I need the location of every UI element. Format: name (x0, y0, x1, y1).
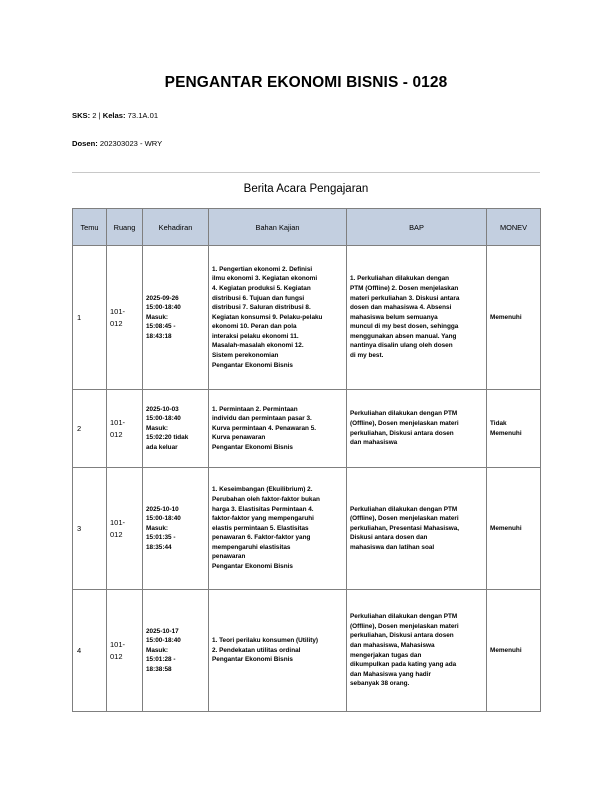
cell-ruang: 101- 012 (107, 246, 143, 390)
cell-monev: Tidak Memenuhi (487, 390, 541, 468)
cell-bahan-kajian: 1. Teori perilaku konsumen (Utility) 2. Pendekatan utilitas ordinal Pengantar Ekonomi Bisnis (209, 590, 347, 712)
cell-ruang: 101- 012 (107, 590, 143, 712)
cell-monev: Memenuhi (487, 468, 541, 590)
cell-kehadiran: 2025-10-17 15:00-18:40 Masuk: 15:01:28 - 18:38:58 (143, 590, 209, 712)
kelas-value: 73.1A.01 (127, 111, 159, 120)
table-row (73, 246, 541, 390)
header-bahan-kajian: Bahan Kajian (209, 209, 347, 246)
cell-bahan-kajian: 1. Permintaan 2. Permintaan individu dan permintaan pasar 3. Kurva permintaan 4. Penawaran 5. Kurva penawaran Pengantar Ekonomi Bisnis (209, 390, 347, 468)
header-temu: Temu (73, 209, 107, 246)
header-kehadiran: Kehadiran (143, 209, 209, 246)
table-row (73, 468, 541, 590)
section-title: Berita Acara Pengajaran (243, 183, 369, 195)
cell-ruang: 101- 012 (107, 390, 143, 468)
sks-label: SKS: (72, 111, 91, 120)
cell-temu: 2 (73, 390, 107, 468)
dosen-value: 202303023 - WRY (99, 139, 163, 148)
header-bap: BAP (347, 209, 487, 246)
cell-bap: Perkuliahan dilakukan dengan PTM (Offline), Dosen menjelaskan materi perkuliahan, Diskusi antara dosen dan mahasiswa (347, 390, 487, 468)
sks-value: 2 | (92, 111, 101, 120)
cell-ruang: 101- 012 (107, 468, 143, 590)
cell-monev: Memenuhi (487, 590, 541, 712)
table-row (73, 590, 541, 712)
table-header-row (73, 209, 541, 246)
cell-bap: 1. Perkuliahan dilakukan dengan PTM (Offline) 2. Dosen menjelaskan materi perkuliahan 3. Diskusi antara dosen dan mahasiswa 4. Absensi mahasiswa belum semuanya muncul di my best dosen, sehingga menggunakan absen manual. Yang nantinya disalin ulang oleh dosen di my best. (347, 246, 487, 390)
cell-temu: 1 (73, 246, 107, 390)
dosen-label: Dosen: (72, 139, 98, 148)
cell-bap: Perkuliahan dilakukan dengan PTM (Offline), Dosen menjelaskan materi perkuliahan, Diskusi antara dosen dan mahasiswa, Mahasiswa mengerjakan tugas dan dikumpulkan pada kating yang ada dan Mahasiswa yang hadir sebanyak 38 orang. (347, 590, 487, 712)
teaching-record-table (72, 208, 541, 712)
course-title: PENGANTAR EKONOMI BISNIS - 0128 (164, 74, 448, 91)
cell-temu: 3 (73, 468, 107, 590)
cell-bahan-kajian: 1. Pengertian ekonomi 2. Definisi ilmu ekonomi 3. Kegiatan ekonomi 4. Kegiatan produksi 5. Kegiatan distribusi 6. Tujuan dan fungsi distribusi 7. Saluran distribusi 8. Kegiatan konsumsi 9. Pelaku-pelaku ekonomi 10. Peran dan pola interaksi pelaku ekonomi 11. Masalah-masalah ekonomi 12. Sistem perekonomian Pengantar Ekonomi Bisnis (209, 246, 347, 390)
course-info (72, 111, 158, 120)
header-ruang: Ruang (107, 209, 143, 246)
lecturer-info (72, 139, 162, 148)
table-row (73, 390, 541, 468)
cell-kehadiran: 2025-10-03 15:00-18:40 Masuk: 15:02:20 tidak ada keluar (143, 390, 209, 468)
header-monev: MONEV (487, 209, 541, 246)
kelas-label: Kelas: (102, 111, 126, 120)
cell-monev: Memenuhi (487, 246, 541, 390)
cell-bap: Perkuliahan dilakukan dengan PTM (Offline), Dosen menjelaskan materi perkuliahan, Presentasi Mahasiswa, Diskusi antara dosen dan mahasiswa dan latihan soal (347, 468, 487, 590)
divider (72, 172, 540, 173)
cell-temu: 4 (73, 590, 107, 712)
cell-kehadiran: 2025-09-26 15:00-18:40 Masuk: 15:08:45 - 18:43:18 (143, 246, 209, 390)
cell-kehadiran: 2025-10-10 15:00-18:40 Masuk: 15:01:35 - 18:35:44 (143, 468, 209, 590)
cell-bahan-kajian: 1. Keseimbangan (Ekuilibrium) 2. Perubahan oleh faktor-faktor bukan harga 3. Elastisitas Permintaan 4. faktor-faktor yang mempengaruhi elastis permintaan 5. Elastisitas penawaran 6. Faktor-faktor yang mempengaruhi elastisitas penawaran Pengantar Ekonomi Bisnis (209, 468, 347, 590)
